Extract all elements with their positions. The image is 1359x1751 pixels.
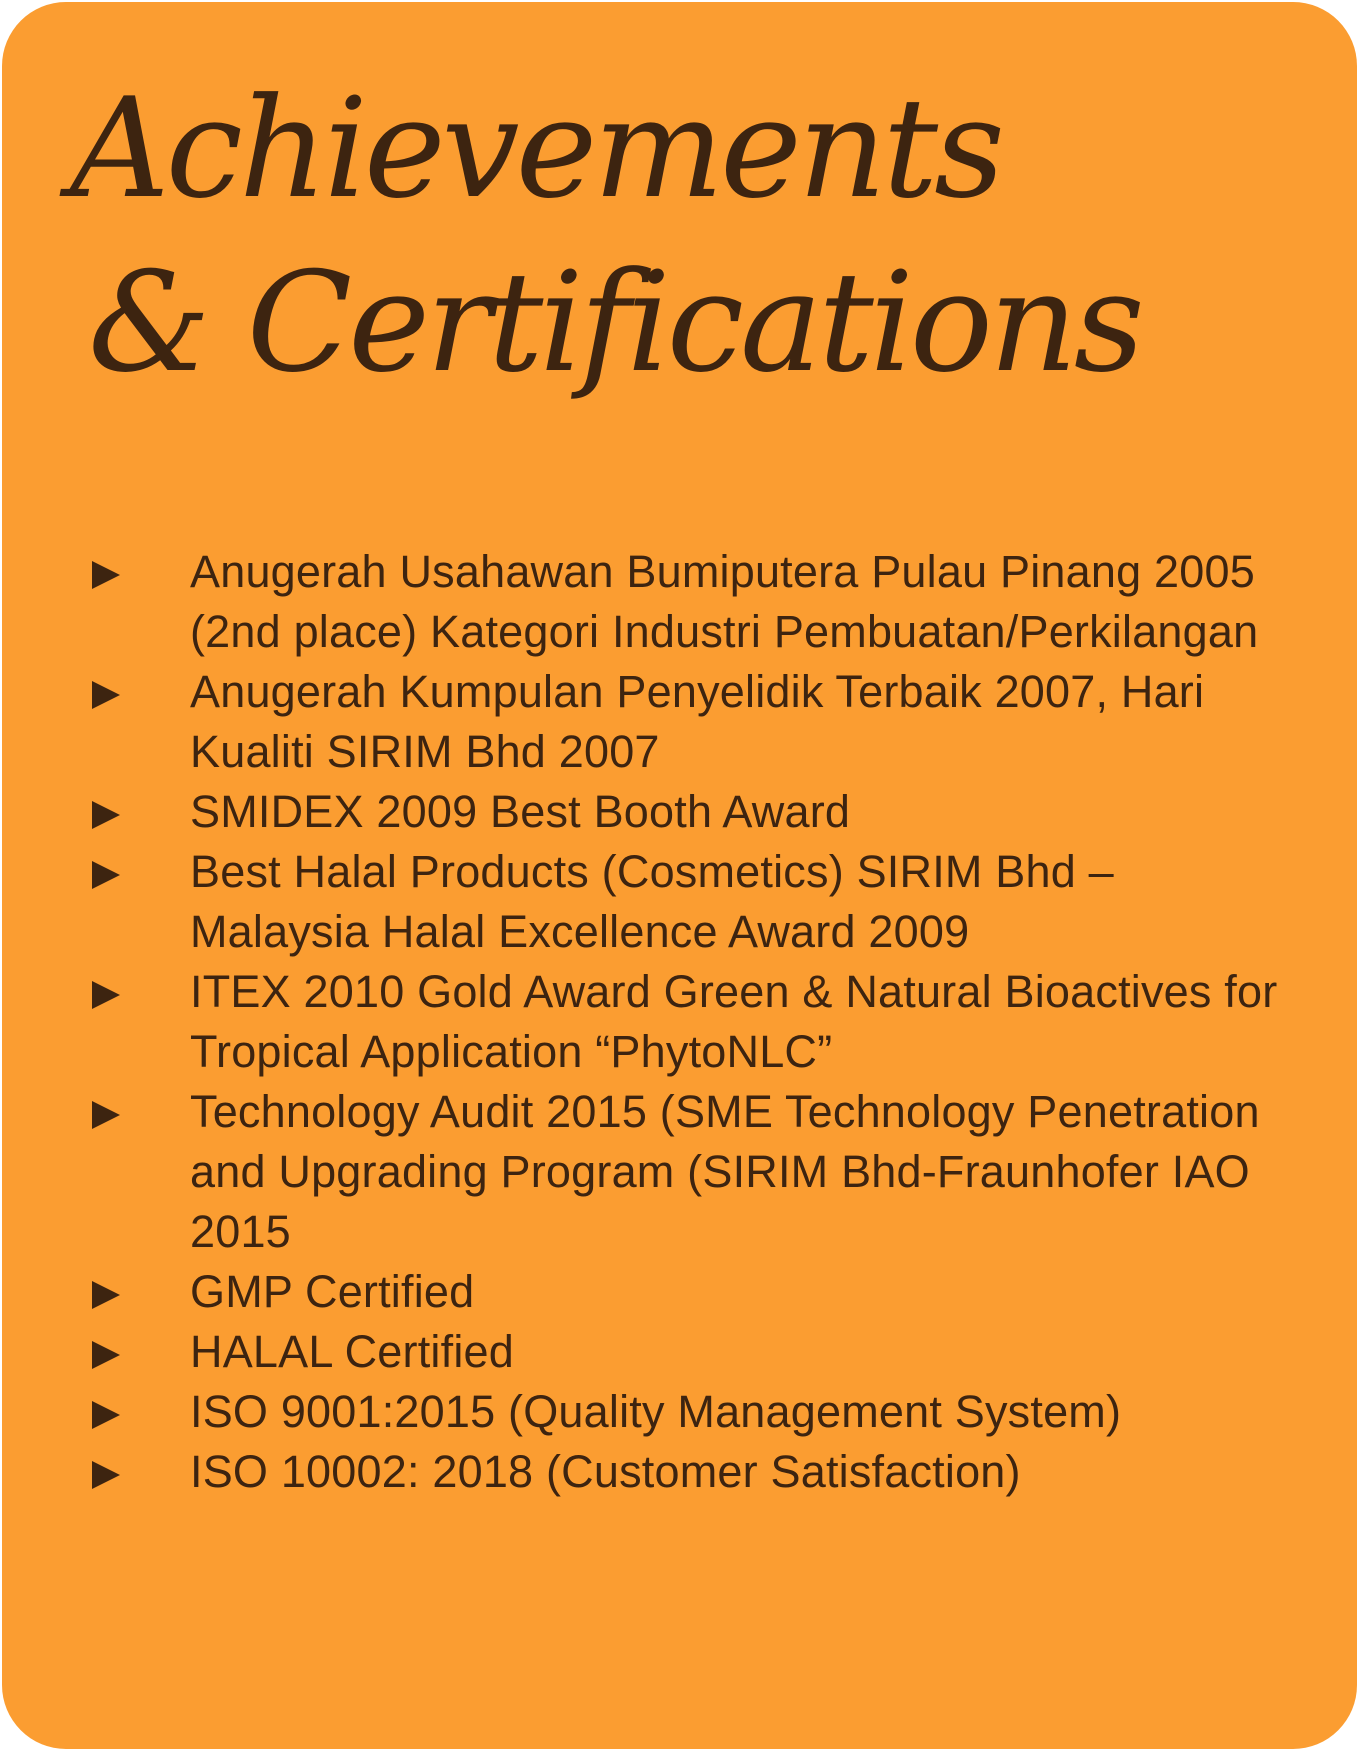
list-item-text: Best Halal Products (Cosmetics) SIRIM Bhd – Malaysia Halal Excellence Award 2009 bbox=[190, 846, 1114, 957]
title-line-2: & Certifications bbox=[88, 242, 1141, 403]
list-item bbox=[90, 662, 1290, 782]
triangle-right-icon bbox=[92, 1281, 120, 1309]
triangle-right-icon bbox=[92, 981, 120, 1009]
list-item-text: ITEX 2010 Gold Award Green & Natural Bioactives for Tropical Application “PhytoNLC” bbox=[190, 966, 1278, 1077]
triangle-right-icon bbox=[92, 1101, 120, 1129]
list-item bbox=[90, 782, 1290, 842]
list-item-text: SMIDEX 2009 Best Booth Award bbox=[190, 786, 851, 837]
list-item-text: GMP Certified bbox=[190, 1266, 475, 1317]
list-item bbox=[90, 1442, 1290, 1502]
list-item bbox=[90, 1322, 1290, 1382]
triangle-right-icon bbox=[92, 861, 120, 889]
list-item-text: Technology Audit 2015 (SME Technology Penetration and Upgrading Program (SIRIM Bhd-Fraunhofer IAO 2015 bbox=[190, 1086, 1260, 1257]
triangle-right-icon bbox=[92, 801, 120, 829]
page-title bbox=[70, 68, 1141, 403]
triangle-right-icon bbox=[92, 1341, 120, 1369]
list-item bbox=[90, 1082, 1290, 1262]
list-item bbox=[90, 842, 1290, 962]
triangle-right-icon bbox=[92, 1461, 120, 1489]
list-item bbox=[90, 542, 1290, 662]
triangle-right-icon bbox=[92, 681, 120, 709]
list-item bbox=[90, 962, 1290, 1082]
list-item-text: ISO 9001:2015 (Quality Management System) bbox=[190, 1386, 1122, 1437]
list-item-text: ISO 10002: 2018 (Customer Satisfaction) bbox=[190, 1446, 1021, 1497]
list-item-text: Anugerah Usahawan Bumiputera Pulau Pinang 2005 (2nd place) Kategori Industri Pembuatan/Perkilangan bbox=[190, 546, 1259, 657]
triangle-right-icon bbox=[92, 561, 120, 589]
list-item bbox=[90, 1382, 1290, 1442]
list-item-text: HALAL Certified bbox=[190, 1326, 514, 1377]
achievements-card bbox=[2, 2, 1357, 1749]
achievements-list bbox=[90, 542, 1290, 1502]
list-item bbox=[90, 1262, 1290, 1322]
title-line-1: Achievements bbox=[70, 68, 1001, 229]
triangle-right-icon bbox=[92, 1401, 120, 1429]
list-item-text: Anugerah Kumpulan Penyelidik Terbaik 2007, Hari Kualiti SIRIM Bhd 2007 bbox=[190, 666, 1205, 777]
